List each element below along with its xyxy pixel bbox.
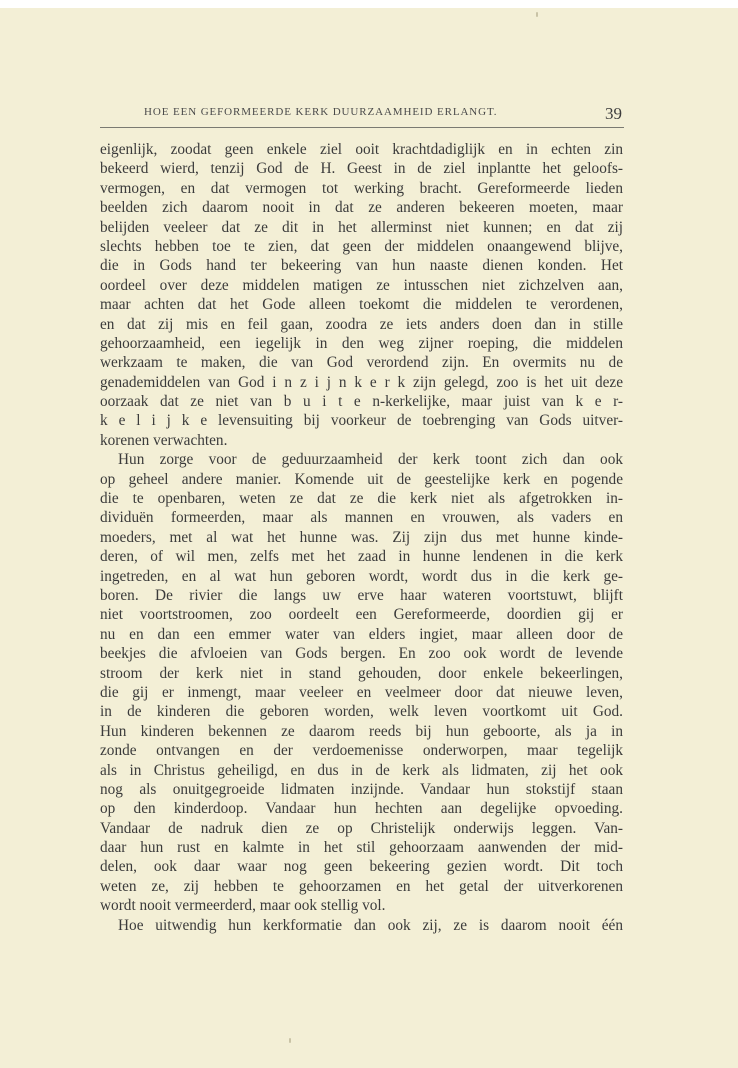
text-line: beekjes die afvloeien van Gods bergen. En zoo ook wordt de levende (100, 645, 623, 663)
text-line: korenen verwachten. (100, 431, 228, 449)
text-line: die te openbaren, weten ze dat ze die kerk niet als afgetrokken in- (100, 490, 623, 508)
text-line: in de kinderen die geboren worden, welk leven voortkomt uit God. (100, 703, 623, 721)
text-line: gehoorzaamheid, een iegelijk in den weg zijner roeping, die middelen (100, 334, 623, 352)
text-line: stroom der kerk niet in stand gehouden, door enkele bekeerlingen, (100, 664, 623, 682)
running-head (100, 104, 624, 126)
text-line: slechts hebben toe te zien, dat geen der middelen onaangewend blijve, (100, 237, 623, 255)
text-line: wordt nooit vermeerderd, maar ook stellig vol. (100, 897, 386, 915)
text-line: werkzaam te maken, die van God verordend zijn. En overmits nu de (100, 354, 623, 372)
text-line: nu en dan een emmer water van elders ingiet, maar alleen door de (100, 625, 623, 643)
text-line: deren, of wil men, zelfs met het zaad in hunne lendenen in die kerk (100, 548, 623, 566)
text-line: daar hun rust en kalmte in het stil gehoorzaam aanwenden der mid- (100, 839, 623, 857)
text-line: dividuën formeerden, maar als mannen en vrouwen, als vaders en (100, 509, 623, 527)
text-line: boren. De rivier die langs uw erve haar wateren voortstuwt, blijft (100, 586, 623, 604)
text-line: weten ze, zij hebben te gehoorzamen en het getal der uitverkorenen (100, 877, 623, 895)
text-line: Hoe uitwendig hun kerkformatie dan ook zij, ze is daarom nooit één (118, 916, 623, 934)
text-line: niet voortstroomen, zoo oordeelt een Gereformeerde, doordien gij er (100, 606, 623, 624)
text-line: Vandaar de nadruk dien ze op Christelijk onderwijs leggen. Van- (100, 819, 623, 837)
text-line: op geheel andere manier. Komende uit de geestelijke kerk en pogende (100, 470, 623, 488)
text-line: genademiddelen van God i n z i j n k e r k zijn gelegd, zoo is het uit deze (100, 373, 623, 391)
text-line: op den kinderdoop. Vandaar hun hechten aan degelijke opvoeding. (100, 800, 623, 818)
text-line: Hun kinderen bekennen ze daarom reeds bij hun geboorte, als ja in (100, 722, 623, 740)
text-line: vermogen, en dat vermogen tot werking bracht. Gereformeerde lieden (100, 179, 623, 197)
header-rule (100, 127, 624, 128)
page-number: 39 (605, 104, 622, 123)
text-line: eigenlijk, zoodat geen enkele ziel ooit krachtdadiglijk en in echten zin (100, 141, 623, 158)
text-line: nog als onuitgegroeide lidmaten inzijnde. Vandaar hun stokstijf staan (100, 780, 623, 798)
text-line: belijden veeleer dat ze dit in het allerminst niet kunnen; en dat zij (100, 218, 623, 236)
text-line: k e l i j k e levensuiting bij voorkeur de toebrenging van Gods uitver- (100, 412, 623, 430)
text-line: oordeel over deze middelen matigen ze intusschen niet zichzelven aan, (100, 276, 623, 294)
text-line: en dat zij mis en feil gaan, zoodra ze iets anders doen dan in stille (100, 315, 623, 333)
text-line: beelden zich daarom nooit in dat ze anderen bekeeren moeten, maar (100, 199, 623, 217)
scan-top-margin (0, 0, 738, 8)
text-line: zonde ontvangen en der verdoemenisse onderworpen, maar tegelijk (100, 742, 623, 760)
text-line: die gij er inmengt, maar veeleer en veelmeer door dat nieuwe leven, (100, 683, 623, 701)
text-line: bekeerd wierd, tenzij God de H. Geest in de ziel inplantte het geloofs- (100, 160, 623, 178)
text-line: als in Christus geheiligd, en dus in de kerk als lidmaten, zij het ook (100, 761, 623, 779)
text-line: Hun zorge voor de geduurzaamheid der kerk toont zich dan ook (118, 451, 623, 469)
paper-speck (289, 1038, 291, 1043)
text-line: die in Gods hand ter bekeering van hun naaste dienen konden. Het (100, 257, 623, 275)
paper-speck (536, 12, 538, 17)
text-line: delen, ook daar waar nog geen bekeering gezien wordt. Dit toch (100, 858, 623, 876)
text-line: oorzaak dat ze niet van b u i t e n-kerkelijke, maar juist van k e r- (100, 393, 623, 411)
text-line: ingetreden, en al wat hun geboren wordt, wordt dus in die kerk ge- (100, 567, 623, 585)
text-line: moeders, met al wat het hunne was. Zij zijn dus met hunne kinde- (100, 528, 623, 546)
running-title: HOE EEN GEFORMEERDE KERK DUURZAAMHEID ERLANGT. (144, 106, 498, 118)
body-text (100, 140, 623, 935)
text-line: maar achten dat het Gode alleen toekomt die middelen te verordenen, (100, 296, 623, 314)
